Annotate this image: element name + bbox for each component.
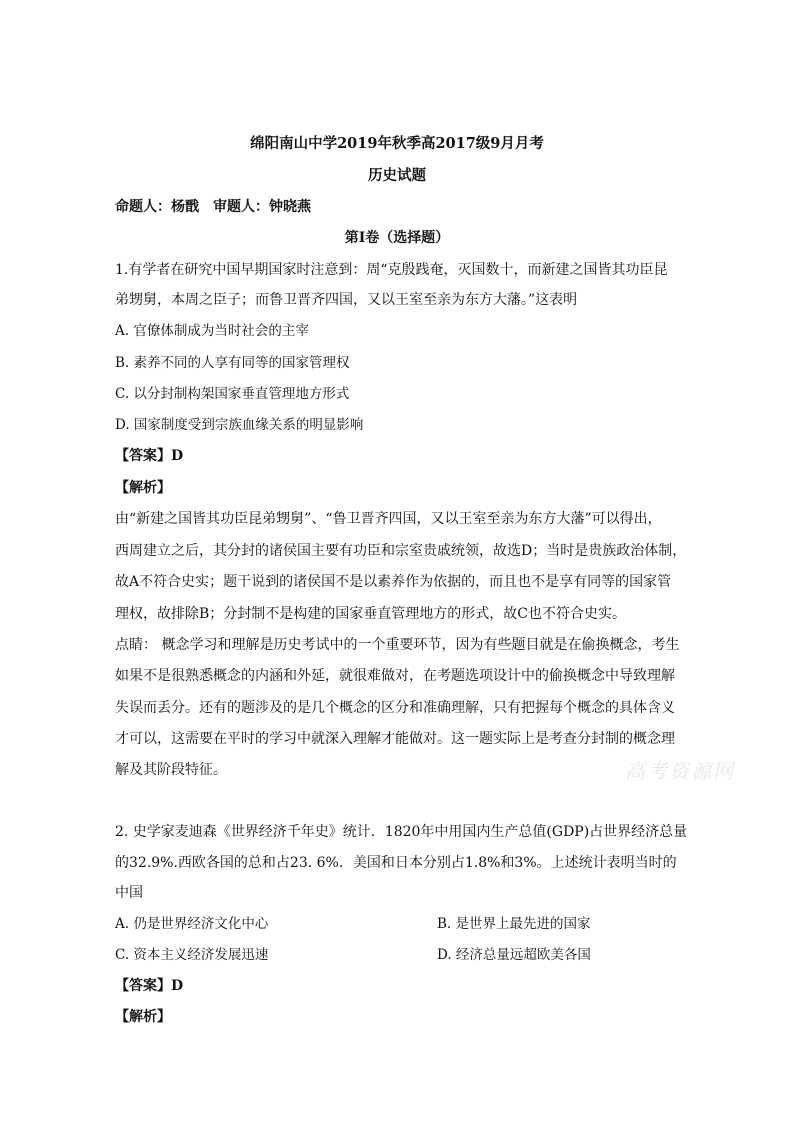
q2-option-c: C. 资本主义经济发展迅速 [115,947,269,963]
q2-stem-line: 的32.9%.西欧各国的总和占23. 6%．美国和日本分别占1.8%和3%。上述统计表明当时的 [115,855,677,871]
q1-analysis-label: 【解析】 [115,480,171,496]
q1-comment-line: 点睛： 概念学习和理解是历史考试中的一个重要环节，因为有些题目就是在偷换概念，考生 [115,637,680,653]
q2-option-a: A. 仍是世界经济文化中心 [115,916,269,932]
q2-stem-line: 中国 [115,885,143,901]
q2-option-b: B. 是世界上最先进的国家 [437,916,591,932]
q1-analysis-line: 西周建立之后，其分封的诸侯国主要有功臣和宗室贵戚统领，故选D；当时是贵族政治体制， [115,543,687,559]
q2-answer: 【答案】D [115,978,184,994]
watermark: 高考资源网 [625,759,735,783]
q1-option-d: D. 国家制度受到宗族血缘关系的明显影响 [115,417,364,433]
q1-analysis-line: 由“新建之国皆其功臣昆弟甥舅”、“鲁卫晋齐四国，又以王室至亲为东方大藩”可以得出， [115,511,662,527]
section-title: 第Ⅰ卷（选择题） [344,230,450,246]
q1-answer: 【答案】D [115,448,184,464]
q1-option-a: A. 官僚体制成为当时社会的主宰 [115,323,309,339]
exam-title: 绵阳南山中学2019年秋季高2017级9月月考 [250,135,544,152]
q1-stem-line: 1.有学者在研究中国早期国家时注意到：周“克殷践奄，灭国数十，而新建之国皆其功臣昆 [115,262,668,278]
q2-analysis-label: 【解析】 [115,1009,171,1025]
exam-authors: 命题人：杨戬 审题人：钟晓燕 [115,199,311,215]
q1-stem-line: 弟甥舅，本周之臣子；而鲁卫晋齐四国，又以王室至亲为东方大藩。”这表明 [115,292,578,308]
q1-comment-line: 才可以，这需要在平时的学习中就深入理解才能做对。这一题实际上是考查分封制的概念理 [115,731,675,747]
q1-comment-line: 失误而丢分。还有的题涉及的是几个概念的区分和准确理解，只有把握每个概念的具体含义 [115,700,675,716]
q1-comment-line: 解及其阶段特征。 [115,762,227,778]
q1-analysis-line: 故A不符合史实；题干说到的诸侯国不是以素养作为依据的，而且也不是享有同等的国家管 [115,574,672,590]
q2-option-d: D. 经济总量远超欧美各国 [437,947,591,963]
q1-option-c: C. 以分封制构架国家垂直管理地方形式 [115,386,350,402]
q2-stem-line: 2. 史学家麦迪森《世界经济千年史》统计．1820年中用国内生产总值(GDP)占世界经济总量 [115,824,688,840]
q1-comment-line: 如果不是很熟悉概念的内涵和外延，就很难做对，在考题选项设计中的偷换概念中导致理解 [115,668,675,684]
exam-subtitle: 历史试题 [368,167,426,184]
q1-analysis-line: 理权，故排除B；分封制不是构建的国家垂直管理地方的形式，故C也不符合史实。 [115,606,626,622]
q1-option-b: B. 素养不同的人享有同等的国家管理权 [115,355,350,371]
